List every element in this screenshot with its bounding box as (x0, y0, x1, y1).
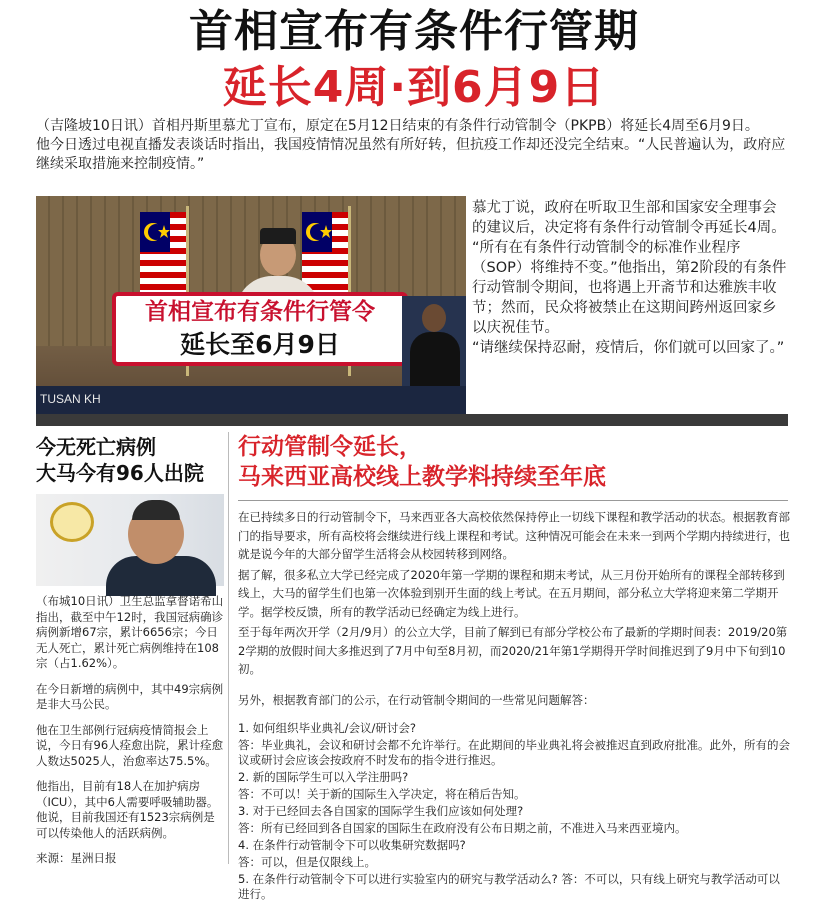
article-paragraph: “所有在有条件行动管制令的标准作业程序（SOP）将维持不变。”他指出，第2阶段的有条件行动管制令期间，也将遇上开斋节和达雅族丰收节；然而，民众将被禁止在这期间跨州返回家乡以庆祝佳节。 (472, 240, 787, 336)
article-paragraph: 据了解，很多私立大学已经完成了2020年第一学期的课程和期末考试，从三月份开始所有的课程全部转移到线上，大马的留学生们也第一次体验到别开生面的线上考试。在五月期间，部分私立大学将迎来第二学期开学。据学校反馈，所有的教学活动已经确定为线上进行。 (238, 567, 785, 619)
left-article (36, 434, 224, 865)
faq-item: 1. 如何组织毕业典礼/会议/研讨会? (238, 721, 416, 735)
faq-item: 答：毕业典礼，会议和研讨会都不允许举行。在此期间的毕业典礼将会被推迟直到政府批准。此外，所有的会议或研讨会应该会按政府不时发布的指令进行推迟。 (238, 738, 790, 767)
column-divider (228, 432, 229, 864)
left-article-title-2: 大马今有96人出院 (36, 461, 204, 485)
broadcast-caption-banner (112, 292, 408, 366)
article-paragraph: 在今日新增的病例中，其中49宗病例是非大马公民。 (36, 681, 224, 711)
spacer (238, 681, 790, 691)
article-paragraph: 他指出，目前有18人在加护病房（ICU），其中6人需要呼吸辅助器。他说，目前我国还有1523宗病例是可以传染他人的活跃病例。 (36, 779, 219, 840)
person-hair (132, 500, 180, 520)
right-article-title-1: 行动管制令延长， (238, 434, 422, 460)
section-divider (36, 414, 788, 426)
interpreter-body (410, 332, 460, 386)
article-paragraph: 至于每年两次开学（2月/9月）的公立大学，目前了解到已有部分学校公布了最新的学期时间表：2019/20第2学期的放假时间大多推迟到了7月中旬至8月初，而2020/21年第1学期得开学时间推迟到了9月中下旬到10初。 (238, 625, 788, 676)
faq-item: 答：可以，但是仅限线上。 (238, 855, 376, 869)
source-credit: 来源：星洲日报 (36, 851, 117, 865)
banner-line-1: 首相宣布有条件行管令 (145, 299, 375, 325)
faq-item: 5. 在条件行动管制令下可以进行实验室内的研究与教学活动么? 答：不可以，只有线上研究与教学活动可以进行。 (238, 872, 780, 901)
left-article-title-1: 今无死亡病例 (36, 435, 156, 459)
article-paragraph: （布城10日讯）卫生总监拿督诺希山指出，截至中午12时，我国冠病确诊病例新增67宗，累计6656宗；今日无人死亡，累计死亡病例维持在108宗（占1.62%）。 (36, 594, 224, 670)
tv-broadcast-photo (36, 196, 466, 414)
right-article-title-2: 马来西亚高校线上教学料持续至年底 (238, 464, 606, 490)
interpreter-head (422, 304, 446, 332)
article-paragraph: 慕尤丁说，政府在听取卫生部和国家安全理事会的建议后，决定将有条件行动管制令再延长4周。 (472, 200, 786, 236)
headline-sub: 延长4周·到6月9日 (222, 62, 606, 113)
songkok-cap (260, 228, 296, 244)
left-article-body (36, 594, 224, 877)
malaysia-flag-icon (140, 212, 186, 298)
article-continuation (472, 198, 788, 358)
article-paragraph: 另外，根据教育部门的公示，在行动管制令期间的一些常见问题解答： (238, 692, 595, 707)
article-paragraph: “请继续保持忍耐，疫情后，你们就可以回家了。” (472, 340, 785, 356)
article-paragraph: 他在卫生部例行冠病疫情简报会上说，今日有96人痊愈出院，累计痊愈人数达5025人，治愈率达75.5%。 (36, 722, 224, 768)
sign-language-interpreter (402, 296, 466, 386)
faq-item: 4. 在条件行动管制令下可以收集研究数据吗? (238, 838, 466, 852)
faq-item: 2. 新的国际学生可以入学注册吗? (238, 770, 409, 784)
lead-paragraph: 他今日透过电视直播发表谈话时指出，我国疫情情况虽然有所好转，但抗疫工作却还没完全结束。“人民普遍认为，政府应继续采取措施来控制疫情。” (36, 137, 786, 172)
spacer (238, 711, 790, 721)
coat-of-arms-icon (50, 502, 94, 542)
title-rule (238, 500, 788, 501)
lead-paragraph: （吉隆坡10日讯）首相丹斯里慕尤丁宣布，原定在5月12日结束的有条件行动管制令（PKPB）将延长4周至6月9日。 (36, 118, 759, 134)
faq-item: 3. 对于已经回去各自国家的国际学生我们应该如何处理? (238, 804, 524, 818)
ticker-text: TUSAN KH (40, 392, 101, 406)
headline-main: 首相宣布有条件行管期 (189, 6, 639, 57)
banner-line-2: 延长至6月9日 (180, 330, 340, 359)
article-paragraph: 在已持续多日的行动管制令下，马来西亚各大高校依然保持停止一切线下课程和教学活动的状态。根据教育部门的指导要求，所有高校将会继续进行线上课程和考试。这种情况可能会在未来一到两个学期内持续进行，也就是说今年的大部分留学生活将会从校园转移到网络。 (238, 510, 790, 561)
faq-item: 答：不可以！关于新的国际生入学决定，将在稍后告知。 (238, 787, 526, 801)
lead-text (36, 117, 788, 174)
health-director-photo (36, 494, 224, 586)
right-article-body (238, 508, 790, 904)
faq-item: 答：所有已经回到各自国家的国际生在政府没有公布日期之前，不准进入马来西亚境内。 (238, 821, 687, 835)
faq-list (238, 721, 790, 902)
tv-ticker (36, 386, 466, 414)
right-article-title (238, 432, 798, 492)
